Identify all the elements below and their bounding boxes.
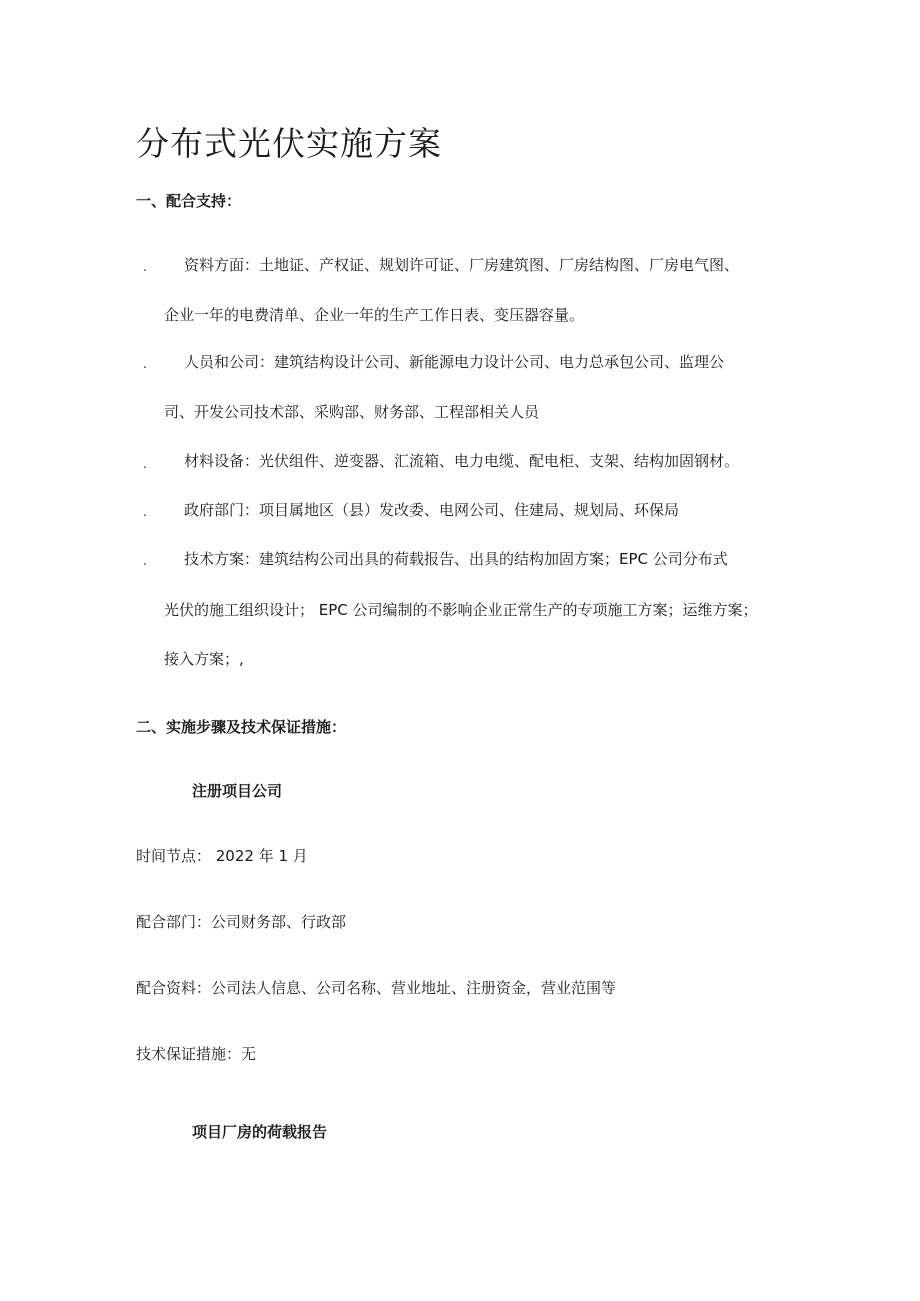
support-item-personnel-line2: 司、开发公司技术部、采购部、财务部、工程部相关人员 [164,403,540,421]
step-technical-measures: 技术保证措施：无 [136,1045,257,1063]
support-item-technical-line2: 光伏的施工组织设计； EPC 公司编制的不影响企业正常生产的专项施工方案；运维方案； [164,601,758,619]
support-item-personnel-line1: 人员和公司：建筑结构设计公司、新能源电力设计公司、电力总承包公司、监理公 [184,353,725,371]
support-item-documents-line1: 资料方面：土地证、产权证、规划许可证、厂房建筑图、厂房结构图、厂房电气图、 [184,256,740,274]
bullet-marker: . [143,260,147,274]
bullet-marker: . [143,457,147,471]
section-heading-steps: 二、实施步骤及技术保证措施： [136,718,347,736]
support-item-materials-line1: 材料设备：光伏组件、逆变器、汇流箱、电力电缆、配电柜、支架、结构加固钢材。 [184,452,740,470]
bullet-marker: . [143,505,147,519]
section-heading-support: 一、配合支持： [136,192,242,210]
support-item-documents-line2: 企业一年的电费清单、企业一年的生产工作日表、变压器容量。 [164,306,585,324]
step-heading-load-report: 项目厂房的荷载报告 [192,1123,328,1141]
bullet-marker: . [143,357,147,371]
step-cooperating-departments: 配合部门：公司财务部、行政部 [136,913,347,931]
document-title: 分布式光伏实施方案 [136,124,442,163]
step-heading-register-company: 注册项目公司 [192,782,283,800]
bullet-marker: . [143,554,147,568]
step-time-node: 时间节点： 2022 年 1 月 [136,847,308,865]
support-item-technical-line1: 技术方案：建筑结构公司出具的荷载报告、出具的结构加固方案；EPC 公司分布式 [184,550,728,568]
step-cooperating-materials: 配合资料：公司法人信息、公司名称、营业地址、注册资金，营业范围等 [136,979,617,997]
support-item-government-line1: 政府部门：项目属地区（县）发改委、电网公司、住建局、规划局、环保局 [184,501,680,519]
support-item-technical-line3: 接入方案；, [164,650,244,668]
